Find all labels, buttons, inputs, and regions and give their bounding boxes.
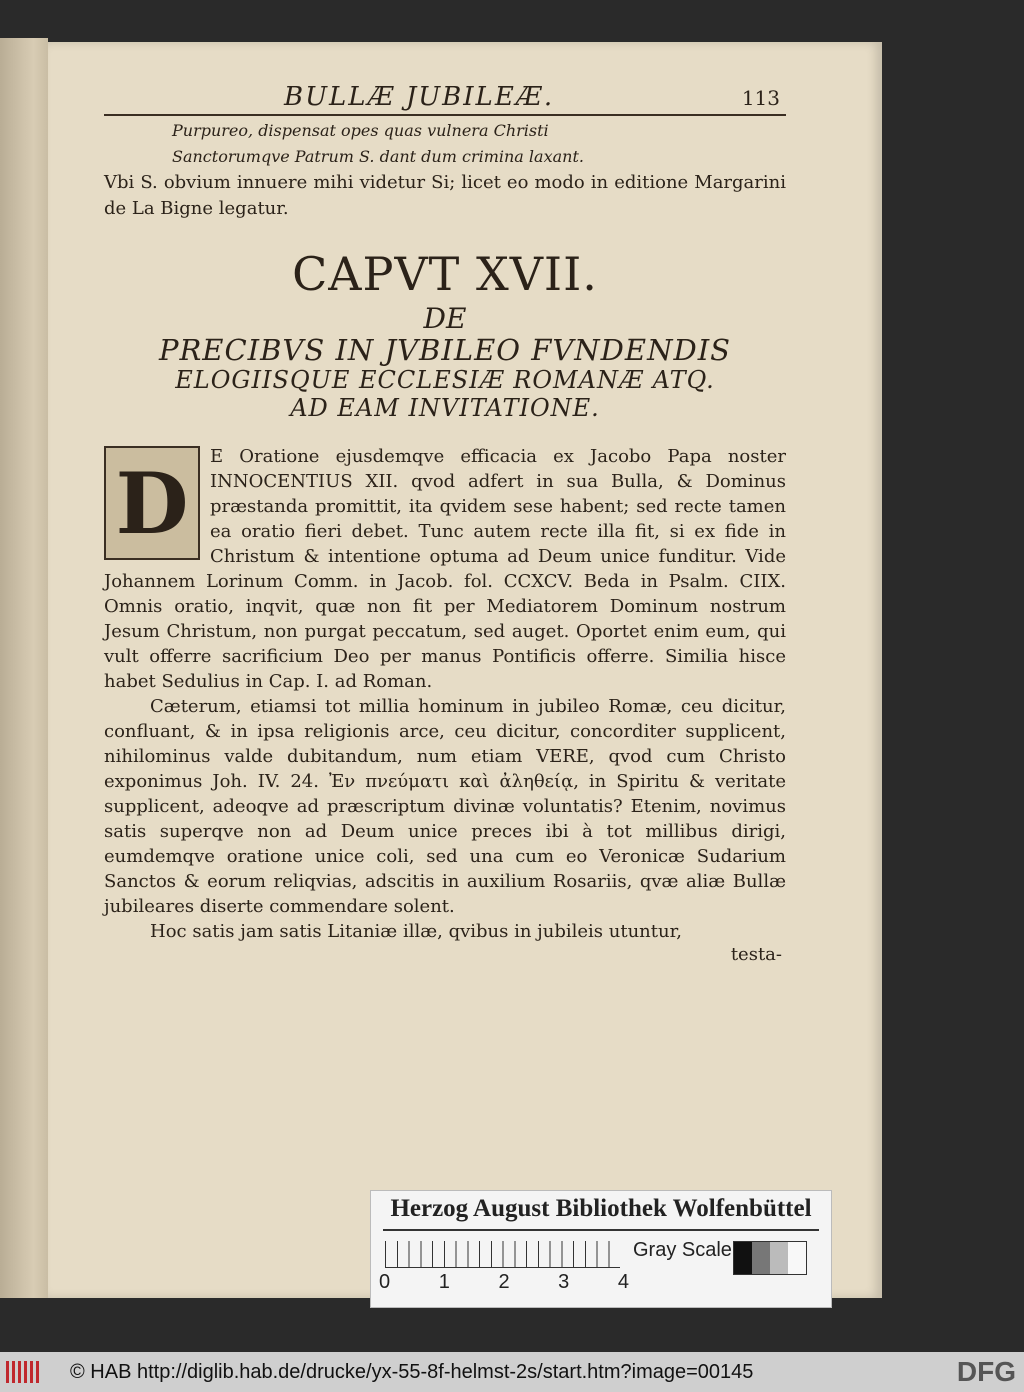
gray-swatch xyxy=(734,1242,752,1274)
intro-paragraph: Vbi S. obvium innuere mihi videtur Si; licet eo modo in editione Margarini de La Bigne legatur. xyxy=(104,172,786,219)
stamp-divider xyxy=(383,1229,819,1231)
verse-line-2: Sanctorumqve Patrum S. dant dum crimina laxant. xyxy=(172,147,584,166)
paragraph-3: Hoc satis jam satis Litaniæ illæ, qvibus in jubileis utuntur, xyxy=(150,921,682,942)
catchword: testa- xyxy=(730,944,782,965)
gray-swatch xyxy=(788,1242,806,1274)
running-head-title: BULLÆ JUBILEÆ. xyxy=(284,82,555,112)
library-color-target xyxy=(370,1190,832,1308)
gray-scale-swatches xyxy=(733,1241,807,1275)
subtitle-de: DE xyxy=(423,302,467,335)
ruler-label: 0 xyxy=(379,1271,391,1293)
footer-bar xyxy=(0,1352,1024,1392)
verse-line-1: Purpureo, dispensat opes quas vulnera Christi xyxy=(172,121,549,140)
hab-logo-icon xyxy=(6,1358,54,1386)
gray-swatch xyxy=(770,1242,788,1274)
ruler-label: 4 xyxy=(617,1271,629,1293)
ruler-label: 1 xyxy=(438,1271,450,1293)
gray-scale-label: Gray Scale xyxy=(633,1239,732,1261)
ruler-labels xyxy=(379,1271,629,1294)
page-number: 113 xyxy=(741,86,780,110)
library-name: Herzog August Bibliothek Wolfenbüttel xyxy=(390,1195,812,1222)
dfg-logo: DFG xyxy=(956,1356,1016,1387)
book-page xyxy=(48,42,882,1298)
paragraph-2: Cæterum, etiamsi tot millia hominum in jubileo Romæ, ceu dicitur, confluant, & in ipsa religionis arce, ceu dicitur, concorditer supplicent, nihilominus valde dubitandum, num etiam VERE, qvod cum Christo exponimus Joh. IV. 24. Ἐν πνεύματι καὶ ἀληθείᾳ, in Spiritu & veritate supplicent, adeoqve ad præscriptum divinæ voluntatis? Etenim, novimus satis superqve non ad Deum unice preces ibi à tot millibus dirigi, eumdemqve oratione unice coli, sed una cum eo Veronicæ Sudarium Sanctos & eorum reliqvias, adscitis in auxilium Rosariis, qvæ aliæ Bullæ jubileares diserte commendare solent. xyxy=(104,696,786,917)
page-content xyxy=(104,82,786,965)
subtitle-line-2: ELOGIISQUE ECCLESIÆ ROMANÆ ATQ. xyxy=(175,366,715,394)
body-text xyxy=(104,444,786,965)
running-head xyxy=(104,82,786,116)
ruler-label: 2 xyxy=(498,1271,510,1293)
footer-credit-link[interactable]: © HAB http://diglib.hab.de/drucke/yx-55-8f-helmst-2s/start.htm?image=00145 xyxy=(70,1360,754,1383)
paragraph-1: E Oratione ejusdemqve efficacia ex Jacobo Papa noster INNOCENTIUS XII. qvod adfert in sua Bulla, & Dominus præstanda promittit, ita qvidem sese habent; sed recte tamen ea oratio fieri debet. Tunc autem recte illa fit, si ex fide in Christum & intentione optuma ad Deum unice funditur. Vide Johannem Lorinum Comm. in Jacob. fol. CCXCV. Beda in Psalm. CIIX. Omnis oratio, inqvit, quæ non fit per Mediatorem Dominum nostrum Jesum Christum, non purgat peccatum, sed auget. Oportet enim eum, qui vult offerre sacrificium Deo per manus Pontificis offerre. Similia hisce habet Sedulius in Cap. I. ad Roman. xyxy=(104,446,786,692)
ruler-scale xyxy=(385,1241,620,1268)
chapter-title: CAPVT XVII. xyxy=(292,247,598,301)
ruler-label: 3 xyxy=(558,1271,570,1293)
gray-swatch xyxy=(752,1242,770,1274)
subtitle-line-1: PRECIBVS IN JVBILEO FVNDENDIS xyxy=(158,333,732,367)
ornamental-drop-cap: D xyxy=(104,446,200,560)
subtitle-line-3: AD EAM INVITATIONE. xyxy=(290,394,600,422)
previous-page-edge xyxy=(0,38,48,1298)
